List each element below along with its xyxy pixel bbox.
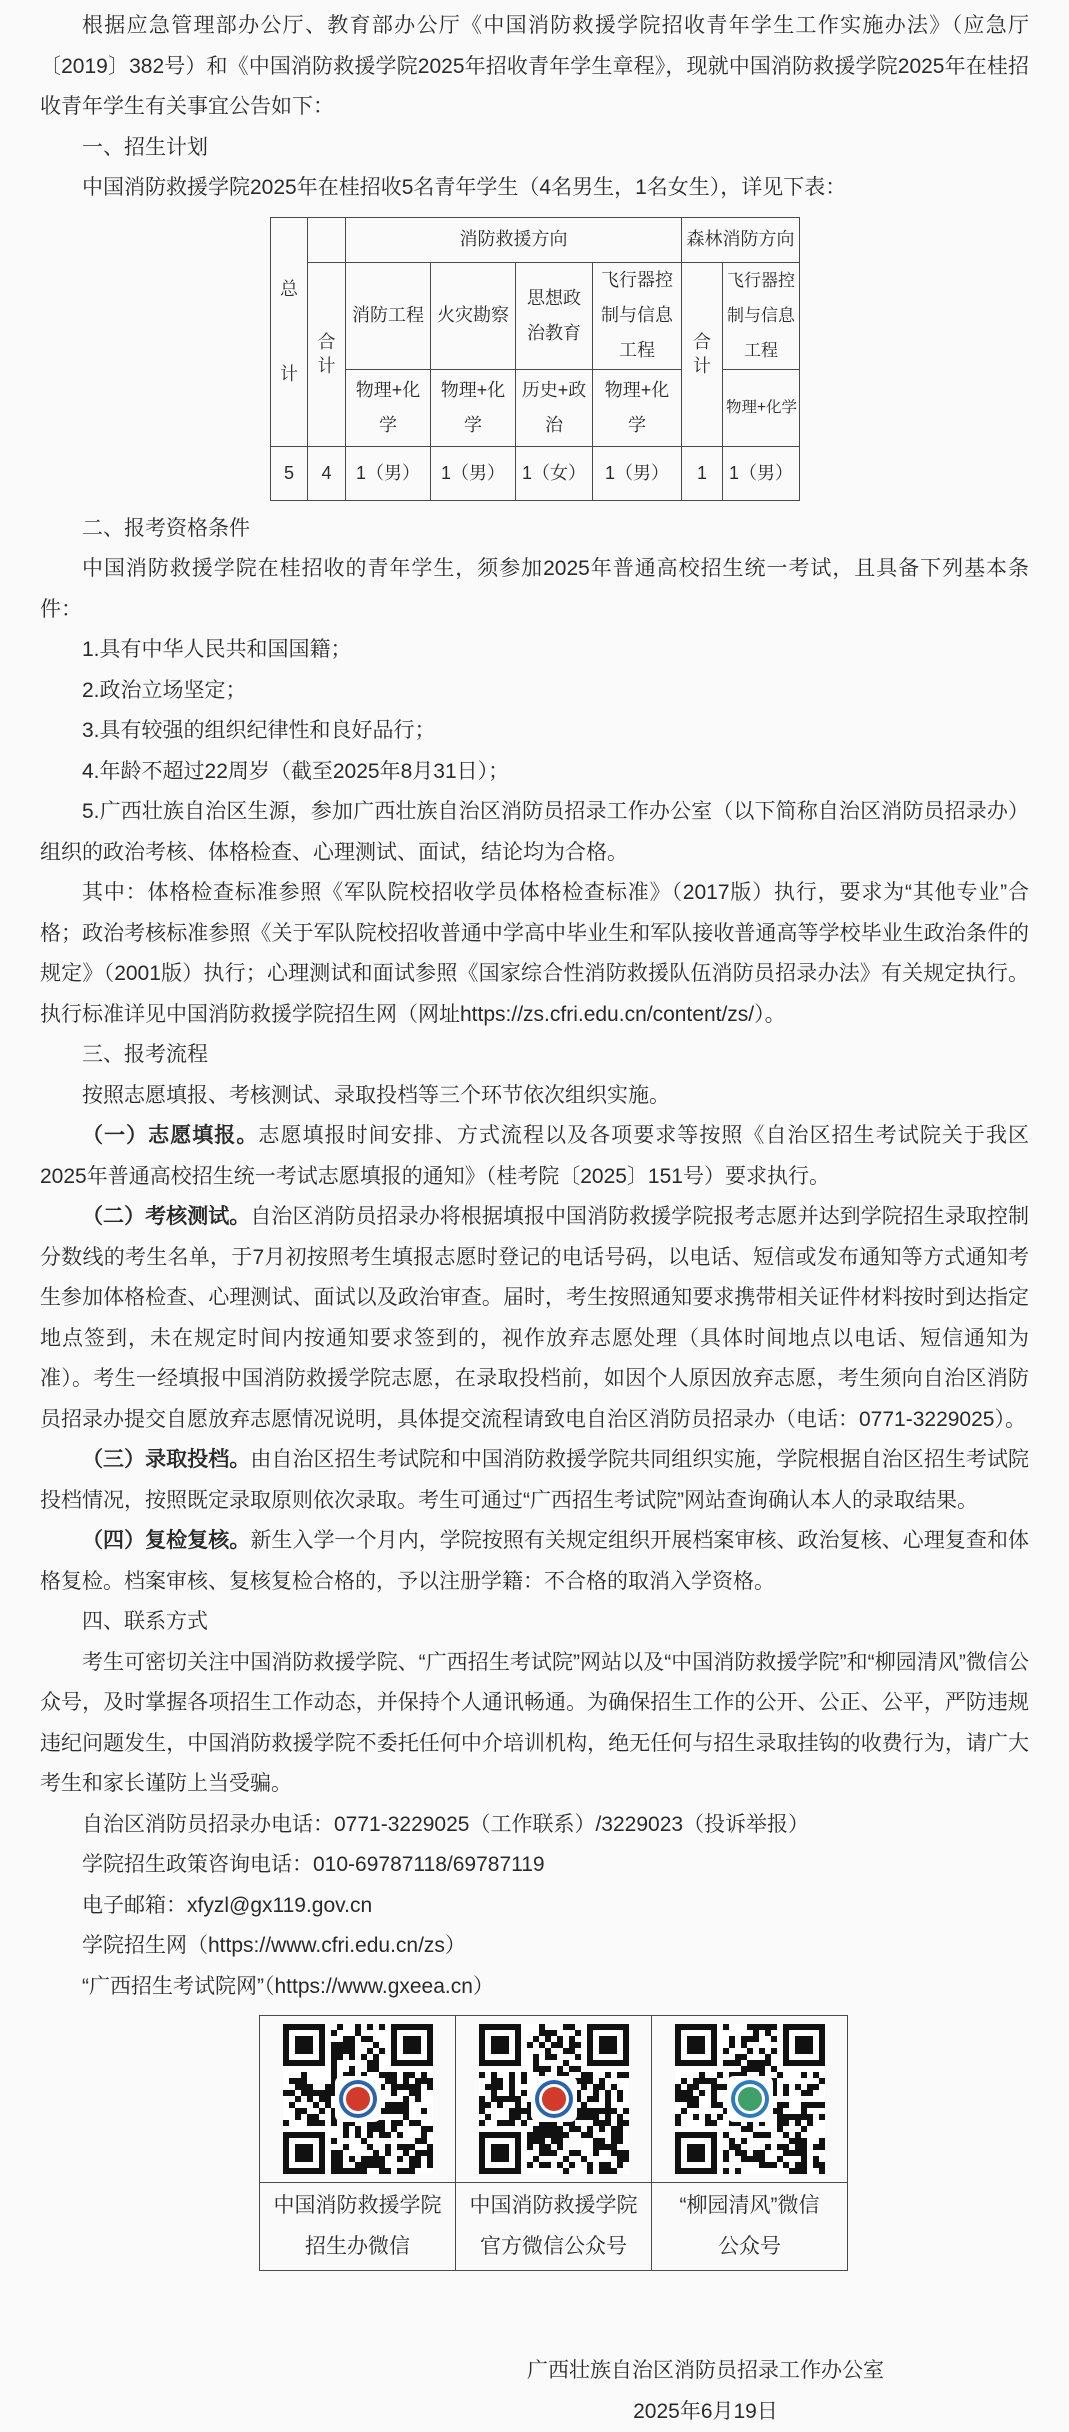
step-2-paragraph	[40, 1197, 1029, 1440]
plan-value-4: 1（男）	[593, 446, 682, 500]
plan-group-forest-fire: 森林消防方向	[682, 217, 800, 262]
qr-center-logo	[531, 2076, 577, 2122]
plan-subject-1: 物理+化学	[346, 369, 431, 446]
enrollment-plan-table	[270, 217, 800, 501]
qr-cell-official-wechat	[456, 2016, 652, 2183]
plan-value-total: 5	[271, 446, 308, 500]
step-1-paragraph	[40, 1116, 1029, 1197]
plan-data-row	[271, 446, 800, 500]
step-3-label: （三）录取投档。	[82, 1448, 250, 1471]
plan-value-subtotal-2: 1	[682, 446, 723, 500]
signature-office: 广西壮族自治区消防员招录工作办公室	[527, 2351, 884, 2392]
qr-code-table	[259, 2015, 848, 2271]
step-3-paragraph	[40, 1440, 1029, 1521]
section3-heading: 三、报考流程	[40, 1035, 1029, 1076]
plan-subject-3: 历史+政治	[516, 369, 593, 446]
qr-code-admissions-wechat	[283, 2024, 433, 2174]
section3-intro: 按照志愿填报、考核测试、录取投档等三个环节依次组织实施。	[40, 1076, 1029, 1117]
qr-caption-line: 官方微信公众号	[457, 2227, 650, 2268]
qr-caption-line: 公众号	[653, 2227, 846, 2268]
plan-total-header: 总计	[271, 217, 308, 446]
section4-heading: 四、联系方式	[40, 1602, 1029, 1643]
step-4-paragraph	[40, 1521, 1029, 1602]
plan-value-5: 1（男）	[723, 446, 800, 500]
section1-heading: 一、招生计划	[40, 128, 1029, 169]
step-4-text: 新生入学一个月内，学院按照有关规定组织开展档案审核、政治复核、心理复查和体格复检。档案审核、复核复检合格的，予以注册学籍：不合格的取消入学资格。	[40, 1529, 1029, 1593]
plan-header-row-1	[271, 217, 800, 262]
plan-major-fire-investigation: 火灾勘察	[431, 262, 516, 369]
plan-major-ideological-political: 思想政治教育	[516, 262, 593, 369]
qr-caption-admissions-wechat	[260, 2183, 456, 2271]
qr-cell-liuyuan-wechat	[652, 2016, 848, 2183]
signature-date: 2025年6月19日	[527, 2392, 884, 2432]
qr-center-logo	[727, 2076, 773, 2122]
qr-caption-line: 中国消防救援学院	[457, 2186, 650, 2227]
qr-caption-line: 中国消防救援学院	[261, 2186, 454, 2227]
section1-intro: 中国消防救援学院2025年在桂招收5名青年学生（4名男生，1名女生），详见下表：	[40, 168, 1029, 209]
plan-header-row-2	[271, 262, 800, 369]
condition-item-4: 4.年龄不超过22周岁（截至2025年8月31日）；	[40, 752, 1029, 793]
qr-code-liuyuan-wechat	[675, 2024, 825, 2174]
step-2-label: （二）考核测试。	[82, 1205, 250, 1228]
plan-major-fire-engineering: 消防工程	[346, 262, 431, 369]
qr-cell-admissions-wechat	[260, 2016, 456, 2183]
step-3-text: 由自治区招生考试院和中国消防救援学院共同组织实施，学院根据自治区招生考试院投档情况，按照既定录取原则依次录取。考生可通过“广西招生考试院”网站查询确认本人的录取结果。	[40, 1448, 1029, 1512]
plan-major-aircraft-control-1: 飞行器控制与信息工程	[593, 262, 682, 369]
contact-email: 电子邮箱：xfyzl@gx119.gov.cn	[40, 1886, 1029, 1927]
plan-group-fire-rescue: 消防救援方向	[346, 217, 682, 262]
section4-paragraph: 考生可密切关注中国消防救援学院、“广西招生考试院”网站以及“中国消防救援学院”和“柳园清风”微信公众号，及时掌握各项招生工作动态，并保持个人通讯畅通。为确保招生工作的公开、公正、公平，严防违规违纪问题发生，中国消防救援学院不委托任何中介培训机构，绝无任何与招生录取挂钩的收费行为，请广大考生和家长谨防上当受骗。	[40, 1643, 1029, 1805]
qr-caption-liuyuan-wechat	[652, 2183, 848, 2271]
contact-college-website: 学院招生网（https://www.cfri.edu.cn/zs）	[40, 1926, 1029, 1967]
condition-item-1: 1.具有中华人民共和国国籍；	[40, 630, 1029, 671]
step-4-label: （四）复检复核。	[82, 1529, 250, 1552]
qr-caption-line: “柳园清风”微信	[653, 2186, 846, 2227]
qr-caption-line: 招生办微信	[261, 2227, 454, 2268]
contact-college-phone: 学院招生政策咨询电话：010-69787118/69787119	[40, 1845, 1029, 1886]
qr-caption-official-wechat	[456, 2183, 652, 2271]
qr-code-official-wechat	[479, 2024, 629, 2174]
contact-gxeea-website: “广西招生考试院网”（https://www.gxeea.cn）	[40, 1967, 1029, 2008]
section2-intro: 中国消防救援学院在桂招收的青年学生，须参加2025年普通高校招生统一考试，且具备下列基本条件：	[40, 549, 1029, 630]
plan-subject-5: 物理+化学	[723, 369, 800, 446]
plan-major-aircraft-control-2: 飞行器控制与信息工程	[723, 262, 800, 369]
step-1-label: （一）志愿填报。	[82, 1124, 258, 1147]
contact-recruit-office-phone: 自治区消防员招录办电话：0771-3229025（工作联系）/3229023（投诉举报）	[40, 1805, 1029, 1846]
qr-caption-row	[260, 2183, 848, 2271]
section2-note: 其中：体格检查标准参照《军队院校招收学员体格检查标准》（2017版）执行，要求为“其他专业”合格；政治考核标准参照《关于军队院校招收普通中学高中毕业生和军队接收普通高等学校毕业生政治条件的规定》（2001版）执行；心理测试和面试参照《国家综合性消防救援队伍消防员招录办法》有关规定执行。执行标准详见中国消防救援学院招生网（网址https://zs.cfri.edu.cn/content/zs/）。	[40, 873, 1029, 1035]
plan-value-2: 1（男）	[431, 446, 516, 500]
condition-item-3: 3.具有较强的组织纪律性和良好品行；	[40, 711, 1029, 752]
plan-empty-cell	[308, 217, 346, 262]
section2-heading: 二、报考资格条件	[40, 509, 1029, 550]
condition-item-2: 2.政治立场坚定；	[40, 671, 1029, 712]
step-1-text: 志愿填报时间安排、方式流程以及各项要求等按照《自治区招生考试院关于我区2025年普通高校招生统一考试志愿填报的通知》（桂考院〔2025〕151号）要求执行。	[40, 1124, 1029, 1188]
qr-center-logo	[335, 2076, 381, 2122]
step-2-text: 自治区消防员招录办将根据填报中国消防救援学院报考志愿并达到学院招生录取控制分数线的考生名单，于7月初按照考生填报志愿时登记的电话号码，以电话、短信或发布通知等方式通知考生参加体格检查、心理测试、面试以及政治审查。届时，考生按照通知要求携带相关证件材料按时到达指定地点签到，未在规定时间内按通知要求签到的，视作放弃志愿处理（具体时间地点以电话、短信通知为准）。考生一经填报中国消防救援学院志愿，在录取投档前，如因个人原因放弃志愿，考生须向自治区消防员招录办提交自愿放弃志愿情况说明，具体提交流程请致电自治区消防员招录办（电话：0771-3229025）。	[40, 1205, 1029, 1431]
qr-image-row	[260, 2016, 848, 2183]
condition-item-5: 5.广西壮族自治区生源，参加广西壮族自治区消防员招录工作办公室（以下简称自治区消防员招录办）组织的政治考核、体格检查、心理测试、面试，结论均为合格。	[40, 792, 1029, 873]
plan-subject-4: 物理+化学	[593, 369, 682, 446]
plan-subtotal-header-1: 合计	[308, 262, 346, 446]
signature-block	[527, 2351, 884, 2432]
plan-subtotal-header-2: 合计	[682, 262, 723, 446]
plan-value-subtotal-1: 4	[308, 446, 346, 500]
plan-subject-2: 物理+化学	[431, 369, 516, 446]
intro-paragraph: 根据应急管理部办公厅、教育部办公厅《中国消防救援学院招收青年学生工作实施办法》（应急厅〔2019〕382号）和《中国消防救援学院2025年招收青年学生章程》，现就中国消防救援学院2025年在桂招收青年学生有关事宜公告如下：	[40, 6, 1029, 128]
plan-value-1: 1（男）	[346, 446, 431, 500]
plan-value-3: 1（女）	[516, 446, 593, 500]
